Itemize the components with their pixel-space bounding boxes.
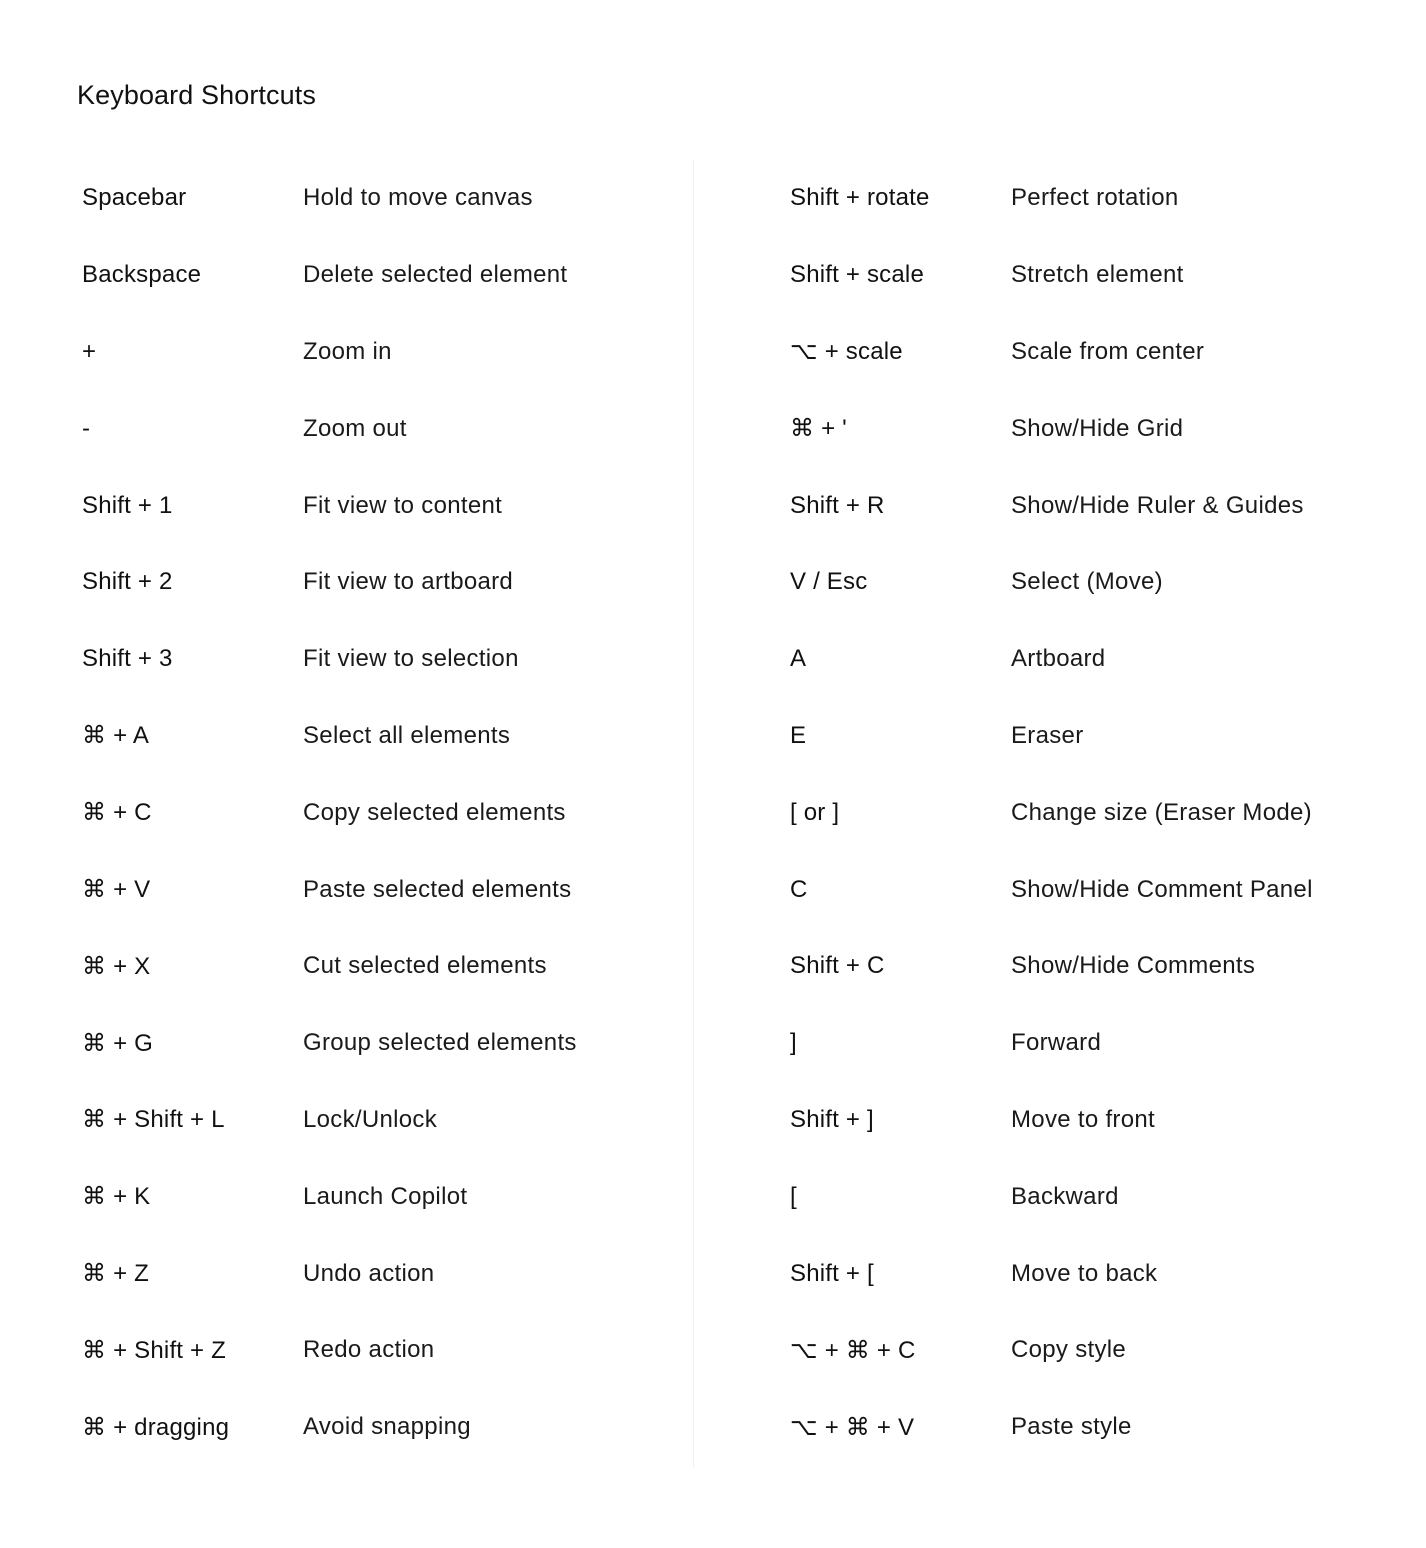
shortcut-description: Forward	[1011, 1029, 1102, 1057]
shortcuts-left-column	[82, 160, 577, 1466]
shortcut-description: Scale from center	[1011, 337, 1205, 365]
shortcut-row	[82, 467, 577, 544]
shortcut-description: Move to back	[1011, 1259, 1158, 1287]
shortcut-description: Delete selected element	[303, 261, 568, 289]
shortcut-row	[790, 621, 1313, 698]
shortcut-key: E	[790, 721, 807, 749]
shortcut-row	[82, 928, 577, 1005]
shortcut-description: Zoom in	[303, 337, 392, 365]
shortcut-key: ⌥ + scale	[790, 338, 903, 366]
shortcut-row	[82, 1158, 577, 1235]
shortcut-row	[790, 928, 1313, 1005]
shortcut-key: -	[82, 414, 91, 442]
shortcut-description: Undo action	[303, 1259, 435, 1287]
shortcut-row	[790, 1005, 1313, 1082]
shortcut-description: Select (Move)	[1011, 568, 1163, 596]
shortcut-row	[790, 390, 1313, 467]
shortcut-description: Select all elements	[303, 721, 511, 749]
shortcut-row	[790, 1082, 1313, 1159]
shortcut-description: Stretch element	[1011, 261, 1184, 289]
shortcut-row	[790, 1312, 1313, 1389]
shortcut-description: Change size (Eraser Mode)	[1011, 798, 1312, 826]
shortcut-key: ⌘ + A	[82, 722, 150, 750]
shortcut-row	[82, 621, 577, 698]
shortcut-key: Backspace	[82, 261, 202, 289]
shortcut-description: Fit view to artboard	[303, 568, 514, 596]
shortcut-key: ⌘ + Shift + Z	[82, 1336, 226, 1364]
shortcut-key: ⌥ + ⌘ + C	[790, 1336, 916, 1364]
shortcut-key: ⌘ + V	[82, 876, 151, 904]
shortcut-description: Artboard	[1011, 645, 1106, 673]
shortcut-key: +	[82, 337, 97, 365]
shortcut-key: A	[790, 645, 807, 673]
shortcut-row	[790, 851, 1313, 928]
shortcut-key: ]	[790, 1029, 797, 1057]
shortcut-key: Shift + 2	[82, 568, 173, 596]
shortcut-key: ⌘ + Z	[82, 1260, 150, 1288]
shortcut-row	[82, 851, 577, 928]
page-title: Keyboard Shortcuts	[77, 80, 316, 110]
shortcut-key: Shift + C	[790, 952, 885, 980]
shortcut-key: Shift + R	[790, 491, 885, 519]
shortcut-description: Copy selected elements	[303, 798, 566, 826]
shortcut-key: Shift + rotate	[790, 184, 930, 212]
column-divider	[693, 160, 694, 1468]
shortcut-key: ⌘ + G	[82, 1029, 154, 1057]
shortcut-description: Show/Hide Grid	[1011, 414, 1184, 442]
shortcut-row	[790, 698, 1313, 775]
shortcut-description: Perfect rotation	[1011, 184, 1179, 212]
shortcut-row	[82, 314, 577, 391]
shortcut-row	[790, 160, 1313, 237]
shortcut-key: ⌘ + K	[82, 1183, 151, 1211]
shortcut-key: Shift + scale	[790, 261, 925, 289]
shortcut-description: Show/Hide Comments	[1011, 952, 1256, 980]
shortcut-row	[790, 774, 1313, 851]
shortcut-description: Zoom out	[303, 414, 407, 442]
shortcut-row	[82, 1005, 577, 1082]
shortcut-description: Show/Hide Ruler & Guides	[1011, 491, 1304, 519]
shortcut-description: Avoid snapping	[303, 1413, 471, 1441]
shortcut-row	[790, 1158, 1313, 1235]
shortcut-row	[82, 160, 577, 237]
shortcut-key: [ or ]	[790, 798, 840, 826]
shortcut-row	[790, 1235, 1313, 1312]
shortcut-description: Show/Hide Comment Panel	[1011, 875, 1313, 903]
shortcut-row	[790, 544, 1313, 621]
shortcut-row	[82, 390, 577, 467]
shortcut-key: ⌘ + C	[82, 799, 152, 827]
shortcut-description: Lock/Unlock	[303, 1105, 438, 1133]
shortcut-row	[790, 237, 1313, 314]
shortcut-row	[82, 544, 577, 621]
shortcut-key: Shift + 3	[82, 645, 173, 673]
shortcut-description: Backward	[1011, 1182, 1119, 1210]
shortcut-key: Shift + ]	[790, 1105, 874, 1133]
shortcut-key: [	[790, 1182, 797, 1210]
shortcut-key: ⌘ + '	[790, 415, 847, 443]
shortcut-description: Move to front	[1011, 1105, 1155, 1133]
shortcut-row	[82, 774, 577, 851]
shortcut-key: Spacebar	[82, 184, 187, 212]
shortcut-description: Redo action	[303, 1336, 435, 1364]
shortcut-key: C	[790, 875, 808, 903]
shortcut-description: Launch Copilot	[303, 1182, 468, 1210]
shortcut-row	[82, 1082, 577, 1159]
shortcut-key: ⌘ + X	[82, 952, 151, 980]
shortcut-key: ⌘ + dragging	[82, 1413, 230, 1441]
shortcut-row	[790, 1389, 1313, 1466]
shortcut-row	[82, 698, 577, 775]
shortcut-key: Shift + [	[790, 1259, 874, 1287]
shortcut-key: ⌥ + ⌘ + V	[790, 1413, 915, 1441]
shortcut-row	[82, 1312, 577, 1389]
shortcut-description: Paste selected elements	[303, 875, 572, 903]
shortcut-description: Copy style	[1011, 1336, 1127, 1364]
shortcut-row	[82, 1235, 577, 1312]
shortcut-description: Paste style	[1011, 1413, 1132, 1441]
shortcut-row	[790, 314, 1313, 391]
shortcut-key: ⌘ + Shift + L	[82, 1106, 225, 1134]
shortcut-description: Cut selected elements	[303, 952, 547, 980]
shortcut-key: Shift + 1	[82, 491, 173, 519]
shortcut-description: Hold to move canvas	[303, 184, 533, 212]
shortcut-description: Fit view to content	[303, 491, 503, 519]
shortcut-row	[82, 237, 577, 314]
shortcuts-right-column	[790, 160, 1313, 1466]
shortcut-description: Eraser	[1011, 721, 1084, 749]
shortcut-row	[82, 1389, 577, 1466]
shortcut-description: Fit view to selection	[303, 645, 519, 673]
shortcut-key: V / Esc	[790, 568, 868, 596]
shortcut-row	[790, 467, 1313, 544]
shortcut-description: Group selected elements	[303, 1029, 577, 1057]
